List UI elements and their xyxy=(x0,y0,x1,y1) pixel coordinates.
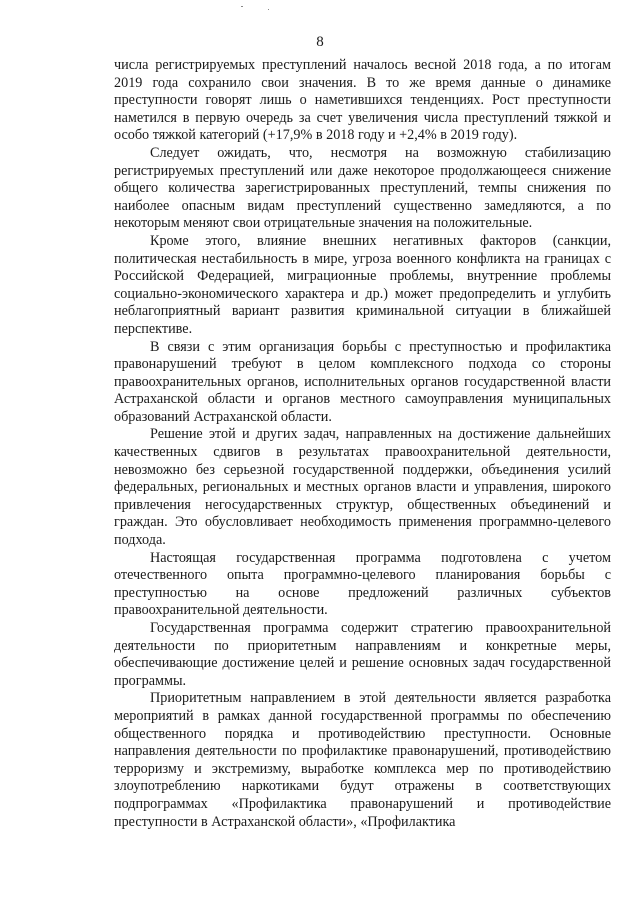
paragraph-program-strategy: Государственная программа содержит стратегию правоохранительной деятельности по приоритетным направлениям и конкретные меры, обеспечивающие достижение целей и решение основных задач государственной программы. xyxy=(114,620,611,689)
paragraph-external-factors: Кроме этого, влияние внешних негативных факторов (санкции, политическая нестабильность в мире, угроза военного конфликта на границах с Российской Федерацией, миграционные проблемы, внутренние проблемы социально-экономического характера и др.) может предопределить и углубить неблагоприятный вариант развития криминальной ситуации в ближайшей перспективе. xyxy=(114,232,611,337)
paragraph-priority-direction: Приоритетным направлением в этой деятельности является разработка мероприятий в рамках данной государственной программы по обеспечению общественного порядка и противодействию преступности. Основные направления деятельности по профилактике правонарушений, противодействию терроризму и экстремизму, выработке комплекса мер по противодействию злоупотреблению наркотиками будут отражены в соответствующих подпрограммах «Профилактика правонарушений и противодействие преступности в Астраханской области», «Профилактика xyxy=(114,690,611,830)
paragraph-comprehensive-approach: В связи с этим организация борьбы с преступностью и профилактика правонарушений требуют в целом комплексного подхода со стороны правоохранительных органов, исполнительных органов государственной власти Астраханской области и органов местного самоуправления муниципальных образований Астраханской области. xyxy=(114,338,611,425)
paragraph-crime-dynamics: числа регистрируемых преступлений началось весной 2018 года, а по итогам 2019 года сохранило свои значения. В то же время данные о динамике преступности говорят лишь о наметившихся тенденциях. Рост преступности наметился в первую очередь за счет увеличения числа преступлений тяжкой и особо тяжкой категорий (+17,9% в 2018 году и +2,4% в 2019 году). xyxy=(114,57,611,144)
page-number: 8 xyxy=(316,34,324,50)
document-body xyxy=(114,57,611,831)
paragraph-state-support: Решение этой и других задач, направленных на достижение дальнейших качественных сдвигов в результатах правоохранительной деятельности, невозможно без серьезной государственной поддержки, объединения усилий федеральных, региональных и местных органов власти и управления, широкого привлечения негосударственных структур, общественных объединений и граждан. Это обусловливает необходимость применения программно-целевого подхода. xyxy=(114,426,611,549)
scan-speck xyxy=(241,6,243,7)
scan-speck xyxy=(268,9,269,10)
paragraph-expected-trends: Следует ожидать, что, несмотря на возможную стабилизацию регистрируемых преступлений или даже некоторое продолжающееся снижение общего количества зарегистрированных преступлений, темпы снижения по наиболее опасным видам преступлений существенно замедляются, а по некоторым меняют свои отрицательные значения на положительные. xyxy=(114,144,611,232)
paragraph-program-preparation: Настоящая государственная программа подготовлена с учетом отечественного опыта программно-целевого планирования борьбы с преступностью на основе предложений различных субъектов правоохранительной деятельности. xyxy=(114,549,611,619)
